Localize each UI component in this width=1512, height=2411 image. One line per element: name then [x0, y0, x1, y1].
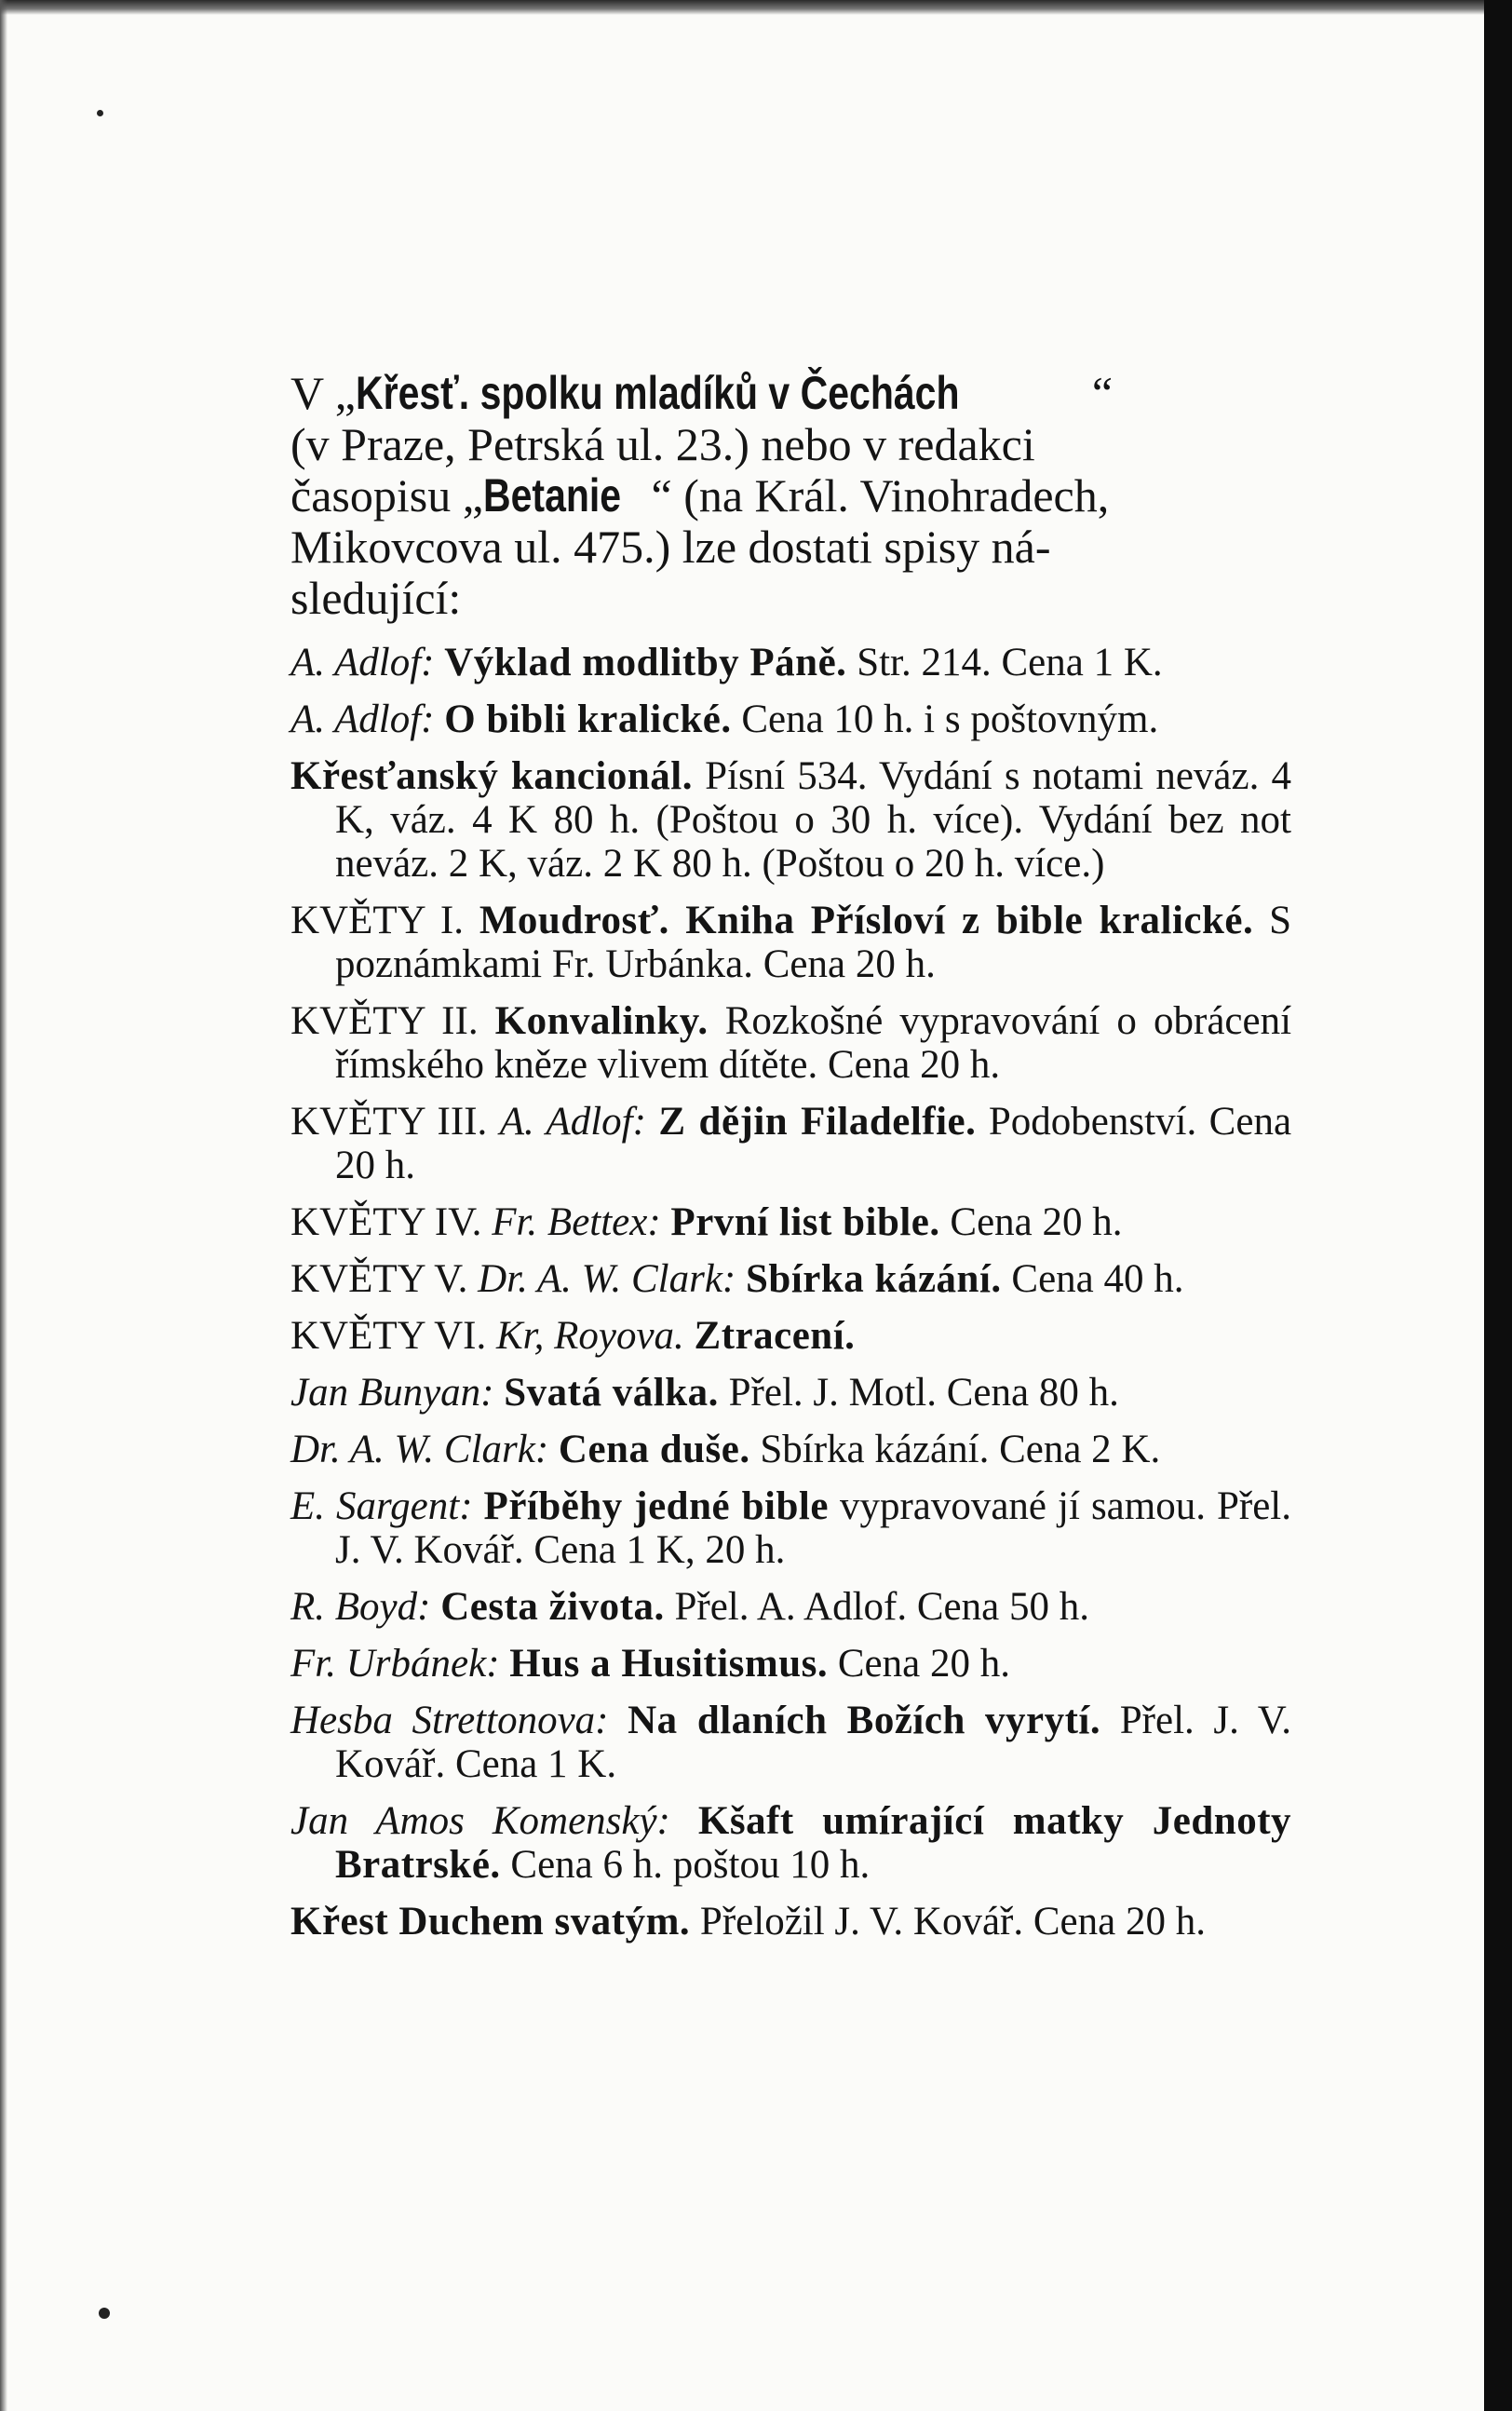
- book-title: Křest Duchem svatým.: [290, 1900, 691, 1944]
- book-details: Cena 6 h. poštou 10 h.: [510, 1843, 871, 1887]
- author-name: Fr. Urbánek:: [290, 1642, 500, 1686]
- book-details: Přel. A. Adlof. Cena 50 h.: [674, 1585, 1089, 1629]
- book-title: Svatá válka.: [504, 1371, 719, 1415]
- intro-line: [290, 521, 1291, 573]
- book-title: Cesta života.: [440, 1585, 665, 1629]
- book-entry: [290, 1699, 1291, 1786]
- intro-text: sledující:: [290, 572, 462, 624]
- book-entry: [290, 641, 1291, 684]
- book-entry: [290, 1484, 1291, 1572]
- series-label: KVĚTY III.: [290, 1100, 488, 1144]
- book-title: Sbírka kázání.: [746, 1257, 1002, 1301]
- book-title: Ztracení.: [694, 1314, 856, 1358]
- book-details: Cena 20 h.: [837, 1642, 1010, 1686]
- book-entry: [290, 1799, 1291, 1887]
- book-title: Moudrosť. Kniha Přísloví z bible kralické.: [479, 899, 1254, 942]
- author-name: E. Sargent:: [290, 1484, 473, 1528]
- intro-line: [290, 573, 1291, 624]
- book-details: Cena 20 h.: [950, 1200, 1123, 1244]
- book-title: Z dějin Filadelfie.: [658, 1100, 977, 1144]
- book-title: O bibli kralické.: [444, 698, 732, 741]
- book-details: Sbírka kázání. Cena 2 K.: [760, 1428, 1161, 1471]
- book-list: [290, 641, 1291, 1944]
- series-label: KVĚTY V.: [290, 1257, 468, 1301]
- book-title: Příběhy jedné bible: [483, 1484, 829, 1528]
- series-label: KVĚTY VI.: [290, 1314, 487, 1358]
- intro-line: [290, 470, 1291, 521]
- book-entry: [290, 999, 1291, 1087]
- book-entry: [290, 1371, 1291, 1415]
- book-entry: [290, 1900, 1291, 1944]
- intro-paragraph: [290, 368, 1291, 624]
- intro-line: [290, 368, 1291, 419]
- book-title: Výklad modlitby Páně.: [444, 641, 847, 684]
- author-name: Jan Bunyan:: [290, 1371, 494, 1415]
- series-label: KVĚTY IV.: [290, 1200, 482, 1244]
- scan-left-edge: [0, 0, 7, 2411]
- author-name: R. Boyd:: [290, 1585, 431, 1629]
- author-name: A. Adlof:: [290, 641, 435, 684]
- book-details: Cena 40 h.: [1011, 1257, 1184, 1301]
- book-entry: [290, 698, 1291, 741]
- society-name: Křesť. spolku mladíků v Čechách: [355, 367, 960, 419]
- intro-text: V „: [290, 367, 356, 419]
- intro-text: (v Praze, Petrská ul. 23.) nebo v redakci: [290, 418, 1035, 470]
- author-name: A. Adlof:: [290, 698, 435, 741]
- intro-text: Mikovcova ul. 475.) lze dostati spisy ná-: [290, 521, 1051, 573]
- author-name: A. Adlof:: [499, 1100, 646, 1144]
- book-title: Konvalinky.: [494, 999, 709, 1043]
- author-name: Dr. A. W. Clark:: [290, 1428, 549, 1471]
- book-entry: [290, 1428, 1291, 1471]
- book-title: Kšaft umírající matky Jednoty Bratrské.: [335, 1799, 1292, 1887]
- book-details: Cena 10 h. i s poštovným.: [741, 698, 1159, 741]
- book-details: Str. 214. Cena 1 K.: [857, 641, 1163, 684]
- book-details: vypravované jí samou. Přel. J. V. Kovář. Cena 1 K, 20 h.: [335, 1484, 1291, 1572]
- advertisement-page: [290, 368, 1291, 1957]
- book-details: Podobenství. Cena 20 h.: [335, 1100, 1292, 1187]
- book-entry: [290, 1585, 1291, 1629]
- book-details: S poznámkami Fr. Urbánka. Cena 20 h.: [335, 899, 1292, 986]
- scan-right-edge: [1484, 0, 1512, 2411]
- book-title: Hus a Husitismus.: [509, 1642, 829, 1686]
- book-title: Křesťanský kancionál.: [290, 754, 693, 798]
- author-name: Jan Amos Komenský:: [290, 1799, 670, 1843]
- series-label: KVĚTY II.: [290, 999, 479, 1043]
- ink-speck: [99, 2308, 110, 2319]
- book-details: Přel. J. Motl. Cena 80 h.: [728, 1371, 1119, 1415]
- intro-text: “: [1091, 367, 1114, 419]
- intro-text: časopisu „: [290, 469, 483, 521]
- scan-top-edge: [0, 0, 1512, 15]
- intro-text: “ (na Král. Vinohradech,: [651, 469, 1110, 521]
- author-name: Fr. Bettex:: [492, 1200, 661, 1244]
- book-entry: [290, 1200, 1291, 1244]
- book-details: Přel. J. V. Kovář. Cena 1 K.: [335, 1699, 1292, 1786]
- book-entry: [290, 1314, 1291, 1358]
- book-entry: [290, 1257, 1291, 1301]
- author-name: Hesba Strettonova:: [290, 1699, 609, 1742]
- book-title: Cena duše.: [558, 1428, 750, 1471]
- author-name: Kr, Royova.: [495, 1314, 684, 1358]
- book-entry: [290, 754, 1291, 886]
- book-details: Rozkošné vypravování o obrácení římského kněze vlivem dítěte. Cena 20 h.: [335, 999, 1292, 1087]
- magazine-name: Betanie: [482, 469, 622, 521]
- book-details: Přeložil J. V. Kovář. Cena 20 h.: [699, 1900, 1206, 1944]
- author-name: Dr. A. W. Clark:: [478, 1257, 736, 1301]
- intro-line: [290, 419, 1291, 470]
- book-title: Na dlaních Božích vyrytí.: [628, 1699, 1101, 1742]
- book-title: První list bible.: [670, 1200, 940, 1244]
- book-entry: [290, 1100, 1291, 1187]
- series-label: KVĚTY I.: [290, 899, 464, 942]
- book-entry: [290, 899, 1291, 986]
- ink-speck: [97, 110, 103, 116]
- book-entry: [290, 1642, 1291, 1686]
- book-details: Písní 534. Vydání s notami neváz. 4 K, váz. 4 K 80 h. (Poštou o 30 h. více). Vydání bez not neváz. 2 K, váz. 2 K 80 h. (Poštou o 20 h. více.): [335, 754, 1292, 886]
